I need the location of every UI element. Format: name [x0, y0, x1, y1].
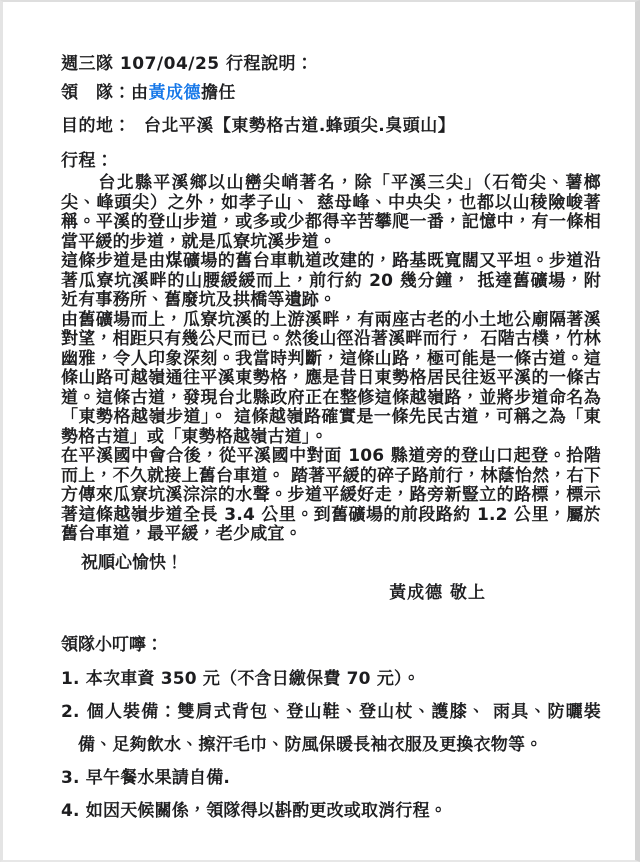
itinerary-paragraph: 在平溪國中會合後，從平溪國中對面 106 縣道旁的登山口起登。拾階而上，不久就接上舊台車道。 踏著平緩的碎子路前行，林蔭怡然，右下方傳來瓜寮坑溪淙淙的水聲。步道平緩好走，路旁新豎立的路標，標示著這條越嶺步道全長 3.4 公里。到舊礦場的前段路約 1.2 公里，屬於舊台車道，最平緩，老少咸宜。	[61, 446, 601, 544]
itinerary-paragraph: 由舊礦場而上，瓜寮坑溪的上游溪畔，有兩座古老的小土地公廟隔著溪對望，相距只有幾公尺而已。然後山徑沿著溪畔而行， 石階古樸，竹林幽雅，令人印象深刻。我當時判斷，這條山路，極可能是一條古道。這條山路可越嶺通往平溪東勢格，應是昔日東勢格居民往返平溪的一條古道。這條古道，發現台北縣政府正在整修這條越嶺路，並將步道命名為「東勢格越嶺步道」。 這條越嶺路確實是一條先民古道，可稱之為「東勢格古道」或「東勢格越嶺古道」。	[61, 309, 601, 447]
notes-title: 領隊小叮嚀：	[61, 634, 163, 655]
leader-notes	[61, 663, 601, 828]
note-item: 4. 如因天候關係，領隊得以斟酌更改或取消行程。	[61, 800, 448, 821]
leader-name-link[interactable]: 黃成德	[148, 83, 201, 103]
leader-line	[61, 83, 601, 103]
closing-wish: 祝順心愉快！	[81, 552, 183, 573]
itinerary-paragraph: 這條步道是由煤礦場的舊台車軌道改建的，路基既寬闊又平坦。步道沿著瓜寮坑溪畔的山腰緩緩而上，前行約 20 幾分鐘， 抵達舊礦場，附近有事務所、舊廢坑及拱橋等遺跡。	[61, 251, 601, 310]
destination-line: 目的地： 台北平溪【東勢格古道.蜂頭尖.臭頭山】	[61, 116, 456, 136]
leader-suffix: 擔任	[201, 83, 236, 103]
leader-label: 領 隊：由	[61, 83, 149, 103]
itinerary-label: 行程：	[61, 151, 114, 171]
note-item: 1. 本次車資 350 元（不含日繳保費 70 元）。	[61, 668, 420, 689]
itinerary-paragraphs	[61, 174, 601, 545]
note-item: 3. 早午餐水果請自備.	[61, 767, 231, 788]
note-item: 2. 個人裝備：雙肩式背包、登山鞋、登山杖、護膝、 雨具、防曬裝備、足夠飲水、擦汗毛巾、防風保暖長袖衣服及更換衣物等。	[61, 701, 601, 755]
itinerary-paragraph: 台北縣平溪鄉以山巒尖峭著名，除「平溪三尖」（石筍尖、薯榔尖、峰頭尖）之外，如孝子山、 慈母峰、中央尖，也都以山稜險峻著稱。平溪的登山步道，或多或少都得辛苦攀爬一番，記憶中，有一條相當平緩的步道，就是瓜寮坑溪步道。	[61, 173, 601, 252]
page-title: 週三隊 107/04/25 行程說明：	[61, 54, 314, 74]
signature: 黃成德 敬上	[389, 582, 486, 603]
